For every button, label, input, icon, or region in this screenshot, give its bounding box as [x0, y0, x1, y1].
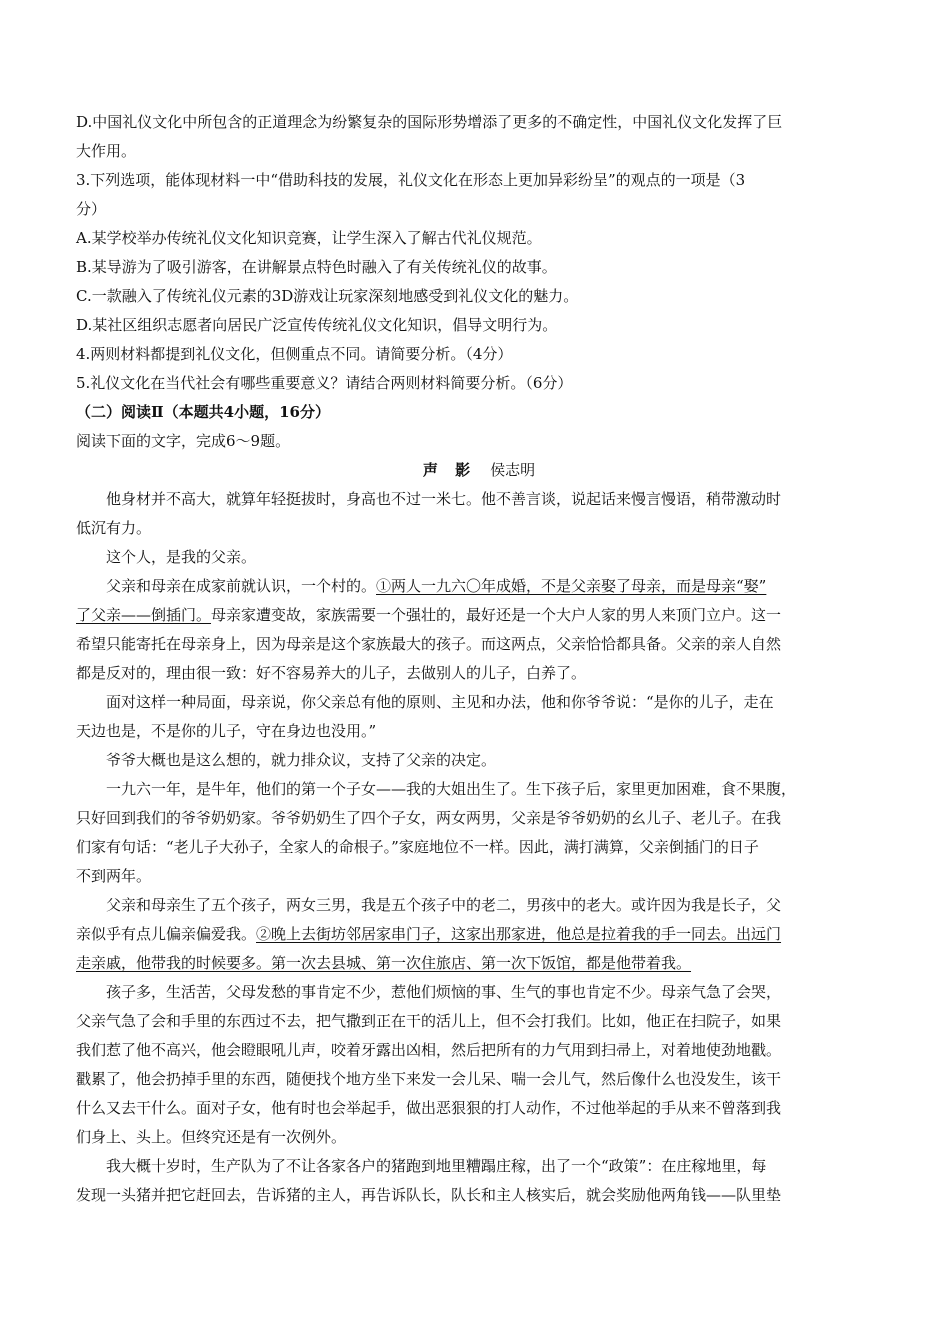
paragraph-3-text: 父亲和母亲在成家前就认识，一个村的。: [106, 577, 377, 595]
paragraph-2: 这个人，是我的父亲。: [106, 548, 257, 566]
paragraph-4-line1: 面对这样一种局面，母亲说，你父亲总有他的原则、主见和办法，他和你爷爷说：“是你的儿子，走在: [106, 693, 774, 711]
paragraph-6-line2: 只好回到我们的爷爷奶奶家。爷爷奶奶生了四个子女，两女两男，父亲是爷爷奶奶的幺儿子、老儿子。在我: [76, 809, 782, 827]
paragraph-3-line4: 都是反对的，理由很一致：好不容易养大的儿子，去做别人的儿子，白养了。: [76, 664, 587, 682]
paragraph-3-line2: [76, 601, 882, 630]
paragraph-7-line2: [76, 920, 882, 949]
paragraph-3-line3: 希望只能寄托在母亲身上，因为母亲是这个家族最大的孩子。而这两点，父亲恰恰都具备。父亲的亲人自然: [76, 635, 782, 653]
section-instruction: 阅读下面的文字，完成6～9题。: [76, 432, 291, 450]
paragraph-8-line2: 父亲气急了会和手里的东西过不去，把气撒到正在干的活儿上，但不会打我们。比如，他正在扫院子，如果: [76, 1012, 782, 1030]
paragraph-5: 爷爷大概也是这么想的，就力排众议，支持了父亲的决定。: [106, 751, 497, 769]
paragraph-8-line6: 们身上、头上。但终究还是有一次例外。: [76, 1128, 347, 1146]
paragraph-8-line1: 孩子多，生活苦，父母发愁的事肯定不少，惹他们烦恼的事、生气的事也肯定不少。母亲气急了会哭，: [106, 983, 782, 1001]
article-author: 侯志明: [490, 461, 536, 479]
underlined-sentence-2: ②晚上去街坊邻居家串门子，这家出那家进，他总是拉着我的手一同去。出远门: [256, 925, 782, 943]
paragraph-9-line2: 发现一头猪并把它赶回去，告诉猪的主人，再告诉队长，队长和主人核实后，就会奖励他两角钱——队里垫: [76, 1186, 782, 1204]
paragraph-1-line1: 他身材并不高大，就算年轻挺拔时，身高也不过一米七。他不善言谈，说起话来慢言慢语，稍带激动时: [106, 490, 782, 508]
paragraph-6-line4: 不到两年。: [76, 867, 152, 885]
article-title: 声 影: [422, 461, 477, 479]
q3-stem-line2: 分）: [76, 200, 107, 218]
underlined-sentence-1-end: 了父亲——倒插门。: [76, 606, 212, 624]
paragraph-4-line2: 天边也是，不是你的儿子，守在身边也没用。”: [76, 722, 377, 740]
document-page: [76, 108, 882, 1210]
q2-option-d-line2: 大作用。: [76, 142, 137, 160]
section-heading: （二）阅读Ⅱ（本题共4小题，16分）: [76, 403, 330, 421]
question-5: 5.礼仪文化在当代社会有哪些重要意义？请结合两则材料简要分析。（6分）: [76, 374, 573, 392]
paragraph-3-line1: [76, 572, 882, 601]
q3-option-c: C.一款融入了传统礼仪元素的3D游戏让玩家深刻地感受到礼仪文化的魅力。: [76, 287, 579, 305]
article-title-row: [76, 456, 882, 485]
q3-stem-line1: 3.下列选项，能体现材料一中“借助科技的发展，礼仪文化在形态上更加异彩纷呈”的观点的一项是（3: [76, 171, 746, 189]
q2-option-d-line1: D.中国礼仪文化中所包含的正道理念为纷繁复杂的国际形势增添了更多的不确定性，中国礼仪文化发挥了巨: [76, 113, 783, 131]
q3-option-a: A.某学校举办传统礼仪文化知识竞赛，让学生深入了解古代礼仪规范。: [76, 229, 542, 247]
paragraph-1-line2: 低沉有力。: [76, 519, 152, 537]
paragraph-7-line1: 父亲和母亲生了五个孩子，两女三男，我是五个孩子中的老二，男孩中的老大。或许因为我是长子，父: [106, 896, 782, 914]
q3-option-b: B.某导游为了吸引游客，在讲解景点特色时融入了有关传统礼仪的故事。: [76, 258, 557, 276]
paragraph-7-text: 亲似乎有点儿偏亲偏爱我。: [76, 925, 257, 943]
paragraph-7-line3: [76, 949, 882, 978]
paragraph-3-text: 母亲家遭变故，家族需要一个强壮的，最好还是一个大户人家的男人来顶门立户。这一: [211, 606, 782, 624]
paragraph-9-line1: 我大概十岁时，生产队为了不让各家各户的猪跑到地里糟蹋庄稼，出了一个“政策”：在庄稼地里，每: [106, 1157, 767, 1175]
q3-option-d: D.某社区组织志愿者向居民广泛宣传传统礼仪文化知识，倡导文明行为。: [76, 316, 558, 334]
paragraph-8-line5: 什么又去干什么。面对子女，他有时也会举起手，做出恶狠狠的打人动作，不过他举起的手从来不曾落到我: [76, 1099, 782, 1117]
paragraph-8-line3: 我们惹了他不高兴，他会瞪眼吼儿声，咬着牙露出凶相，然后把所有的力气用到扫帚上，对着地使劲地戳。: [76, 1041, 782, 1059]
paragraph-6-line3: 们家有句话：“老儿子大孙子，全家人的命根子。”家庭地位不一样。因此，满打满算，父亲倒插门的日子: [76, 838, 759, 856]
paragraph-8-line4: 戳累了，他会扔掉手里的东西，随便找个地方坐下来发一会儿呆、喘一会儿气，然后像什么也没发生，该干: [76, 1070, 782, 1088]
question-4: 4.两则材料都提到礼仪文化，但侧重点不同。请简要分析。（4分）: [76, 345, 513, 363]
paragraph-6-line1: 一九六一年，是牛年，他们的第一个子女——我的大姐出生了。生下孩子后，家里更加困难，食不果腹，: [106, 780, 797, 798]
underlined-sentence-2-end: 走亲戚，他带我的时候要多。第一次去县城、第一次住旅店、第一次下饭馆，都是他带着我。: [76, 954, 692, 972]
underlined-sentence-1: ①两人一九六〇年成婚，不是父亲娶了母亲，而是母亲“娶”: [376, 577, 767, 595]
